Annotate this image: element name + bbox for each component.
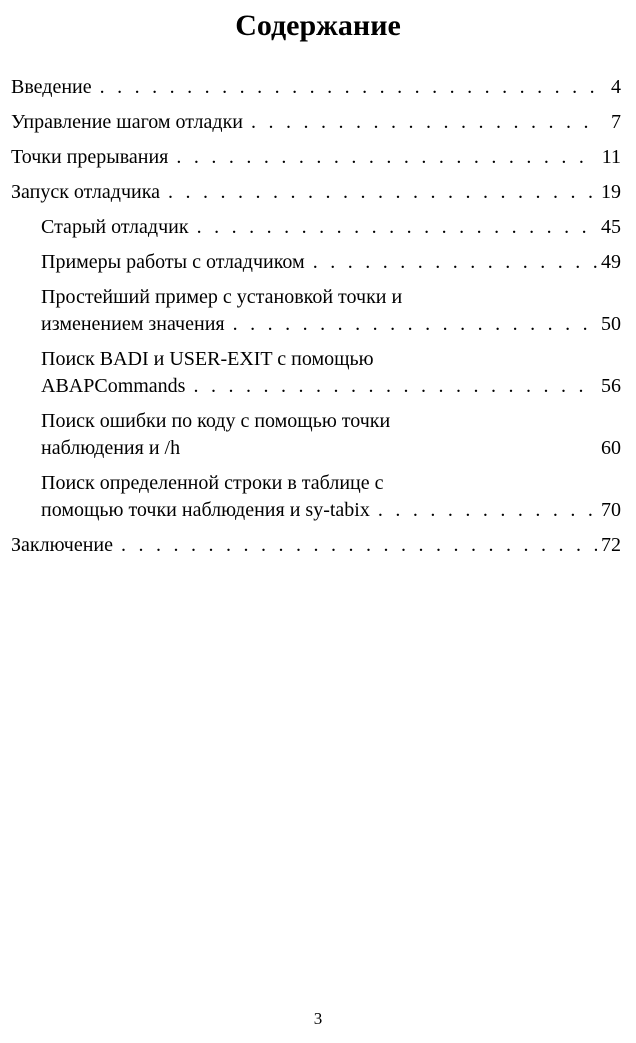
toc-entry-title-line-2: ABAPCommands — [41, 375, 186, 397]
toc-line — [11, 109, 621, 136]
dot-leader — [225, 311, 597, 338]
toc-entry-table-row-search[interactable] — [41, 470, 621, 524]
toc-line — [41, 311, 621, 338]
dot-leader — [168, 144, 597, 171]
toc-entry-page: 70 — [601, 499, 621, 521]
toc-entry-title-line-2: изменением значения — [41, 313, 225, 335]
toc-line — [11, 74, 621, 101]
toc-entry-page: 4 — [611, 76, 621, 98]
toc-entry-introduction[interactable] — [11, 74, 621, 101]
toc-entry-title-line-2: наблюдения и /h — [41, 437, 181, 459]
table-of-contents — [11, 74, 621, 567]
toc-entry-title-line-1: Поиск определенной строки в таблице с — [41, 472, 384, 494]
toc-entry-title-line-2: помощью точки наблюдения и sy-tabix — [41, 499, 370, 521]
dot-leader — [185, 373, 597, 400]
toc-entry-old-debugger[interactable] — [41, 214, 621, 241]
toc-entry-badi-user-exit-search[interactable] — [41, 346, 621, 400]
page-title: Содержание — [235, 9, 401, 42]
toc-entry-title: Запуск отладчика — [11, 181, 160, 203]
toc-entry-title: Введение — [11, 76, 92, 98]
toc-line — [41, 346, 621, 373]
toc-line — [41, 497, 621, 524]
toc-entry-page: 49 — [601, 251, 621, 273]
toc-entry-debugger-examples[interactable] — [41, 249, 621, 276]
toc-entry-title: Управление шагом отладки — [11, 111, 243, 133]
toc-entry-page: 72 — [601, 534, 621, 556]
toc-entry-title-line-1: Простейший пример с установкой точки и — [41, 286, 403, 308]
toc-line — [41, 408, 621, 435]
toc-line — [41, 435, 621, 462]
toc-entry-title: Точки прерывания — [11, 146, 169, 168]
toc-entry-title-line-1: Поиск BADI и USER-EXIT с помощью — [41, 348, 374, 370]
dot-leader — [305, 249, 597, 276]
toc-entry-debug-step-control[interactable] — [11, 109, 621, 136]
dot-leader — [243, 109, 597, 136]
dot-leader — [189, 214, 597, 241]
toc-line — [41, 470, 621, 497]
dot-leader — [92, 74, 597, 101]
dot-leader — [113, 532, 597, 559]
toc-entry-page: 45 — [601, 216, 621, 238]
toc-entry-conclusion[interactable] — [11, 532, 621, 559]
toc-line — [41, 284, 621, 311]
toc-line — [11, 532, 621, 559]
toc-entry-debugger-launch[interactable] — [11, 179, 621, 206]
toc-line — [41, 249, 621, 276]
toc-entry-page: 11 — [601, 146, 621, 168]
toc-entry-breakpoints[interactable] — [11, 144, 621, 171]
toc-line — [11, 144, 621, 171]
toc-entry-error-search-watchpoint[interactable] — [41, 408, 621, 462]
toc-line — [41, 373, 621, 400]
toc-entry-page: 19 — [601, 181, 621, 203]
toc-entry-title: Заключение — [11, 534, 113, 556]
toc-entry-page: 60 — [601, 437, 621, 459]
toc-entry-title: Примеры работы с отладчиком — [41, 251, 305, 273]
toc-entry-simple-example[interactable] — [41, 284, 621, 338]
page-number: 3 — [313, 1009, 323, 1028]
toc-entry-page: 7 — [611, 111, 621, 133]
toc-entry-page: 50 — [601, 313, 621, 335]
toc-line — [41, 214, 621, 241]
toc-entry-page: 56 — [601, 375, 621, 397]
toc-entry-title: Старый отладчик — [41, 216, 189, 238]
toc-entry-title-line-1: Поиск ошибки по коду с помощью точки — [41, 410, 391, 432]
toc-line — [11, 179, 621, 206]
dot-leader — [160, 179, 597, 206]
dot-leader — [370, 497, 597, 524]
